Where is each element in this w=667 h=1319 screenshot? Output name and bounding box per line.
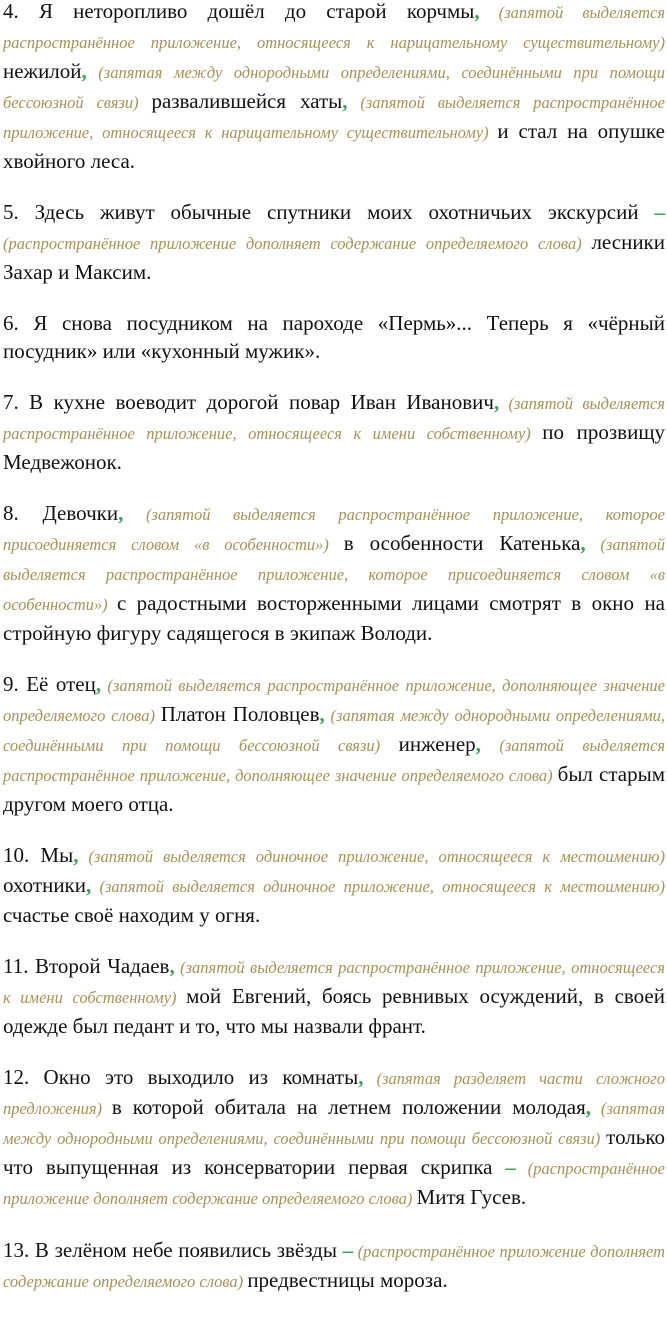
- paragraph-12: [3, 1063, 665, 1213]
- explanation-note: (запятой выделяется распространённое приложение, относящееся к имени собственному): [3, 394, 665, 443]
- explanation-note: (запятой выделяется распространённое приложение, которое присоединяется словом «в особенности»): [3, 505, 665, 554]
- sentence-text: 8. Девочки: [3, 501, 119, 525]
- sentence-text: в которой обитала на летнем положении молодая: [111, 1095, 586, 1119]
- explanation-note: (запятой выделяется распространённое приложение, относящееся к нарицательному существительному): [3, 3, 665, 52]
- sentence-text: нежилой: [3, 59, 82, 83]
- sentence-text: 9. Её отец: [3, 672, 96, 696]
- punctuation-mark: ,: [585, 1095, 592, 1119]
- punctuation-mark: ,: [474, 0, 480, 23]
- punctuation-mark: ,: [169, 954, 175, 978]
- punctuation-mark: ,: [493, 390, 500, 414]
- sentence-text: 10. Мы: [3, 843, 74, 867]
- punctuation-mark: ,: [319, 702, 325, 726]
- explanation-note: (распространённое приложение дополняет содержание определяемого слова): [3, 234, 592, 253]
- paragraph-8: [3, 499, 665, 647]
- sentence-text: Платон Половцев: [160, 702, 320, 726]
- explanation-note: (запятая между однородными определениями, соединёнными при помощи бессоюзной связи): [3, 1099, 665, 1148]
- sentence-text: мой Евгений, боясь ревнивых осуждений, в своей одежде был педант и то, что мы назвали франт.: [3, 984, 665, 1038]
- sentence-text: предвестницы мороза.: [247, 1268, 448, 1292]
- sentence-text: инженер: [398, 732, 476, 756]
- explanation-note: (запятой выделяется распространённое приложение, дополняющее значение определяемого слова): [3, 676, 665, 725]
- explanation-note: (запятая разделяет части сложного предложения): [3, 1069, 665, 1118]
- paragraph-11: [3, 952, 665, 1040]
- sentence-text: 13. В зелёном небе появились звёзды: [3, 1238, 343, 1262]
- sentence-text: 7. В кухне воеводит дорогой повар Иван Иванович: [3, 390, 494, 414]
- punctuation-mark: ,: [95, 672, 102, 696]
- sentence-text: с радостными восторженными лицами смотрят в окно на стройную фигуру садящегося в экипаж Володи.: [3, 591, 665, 645]
- explanation-note: (запятой выделяется одиночное приложение, относящееся к местоимению): [78, 847, 665, 866]
- sentence-text: в особенности Катенька: [343, 531, 581, 555]
- sentence-text: счастье своё находим у огня.: [3, 903, 261, 927]
- explanation-note: (запятой выделяется распространённое приложение, относящееся к имени собственному): [3, 958, 665, 1007]
- sentence-text: 12. Окно это выходило из комнаты: [3, 1065, 359, 1089]
- punctuation-mark: –: [505, 1155, 516, 1179]
- explanation-note: (распространённое приложение дополняет содержание определяемого слова): [3, 1242, 665, 1291]
- sentence-text: и стал на опушке хвойного леса.: [3, 119, 665, 173]
- explanation-note: (запятой выделяется распространённое приложение, относящееся к нарицательному существительному): [3, 93, 666, 142]
- punctuation-mark: –: [342, 1238, 354, 1262]
- paragraph-9: [3, 670, 665, 818]
- punctuation-mark: ,: [580, 531, 586, 555]
- sentence-text: 11. Второй Чадаев: [3, 954, 170, 978]
- punctuation-mark: ,: [73, 843, 79, 867]
- sentence-text: по прозвищу Медвежонок.: [3, 420, 665, 474]
- paragraph-5: [3, 198, 665, 286]
- sentence-text: только что выпущенная из консерватории первая скрипка: [3, 1125, 665, 1179]
- punctuation-mark: ,: [342, 89, 348, 113]
- paragraph-4: [3, 0, 665, 175]
- explanation-note: (запятая между однородными определениями, соединёнными при помощи бессоюзной связи): [3, 706, 665, 755]
- explanation-note: (запятая между однородными определениями, соединёнными при помощи бессоюзной связи): [3, 63, 665, 112]
- sentence-text: 5. Здесь живут обычные спутники моих охотничьих экскурсий: [3, 200, 655, 224]
- punctuation-mark: –: [654, 200, 665, 224]
- document-page: [3, 0, 665, 1319]
- paragraph-6: [3, 309, 665, 365]
- sentence-text: 4. Я неторопливо дошёл до старой корчмы: [3, 0, 475, 23]
- explanation-note: (распространённое приложение дополняет содержание определяемого слова): [3, 1159, 665, 1208]
- sentence-text: 6. Я снова посудником на пароходе «Пермь»... Теперь я «чёрный посудник» или «кухонный мужик».: [3, 311, 665, 363]
- punctuation-mark: ,: [358, 1065, 364, 1089]
- paragraph-13: [3, 1236, 665, 1296]
- sentence-text: охотники: [3, 873, 86, 897]
- paragraph-7: [3, 388, 665, 476]
- explanation-note: (запятой выделяется распространённое приложение, которое присоединяется словом «в особенности»): [3, 535, 665, 614]
- punctuation-mark: ,: [118, 501, 124, 525]
- sentence-text: был старым другом моего отца.: [3, 762, 665, 816]
- punctuation-mark: ,: [475, 732, 481, 756]
- punctuation-mark: ,: [86, 873, 92, 897]
- sentence-text: Митя Гусев.: [416, 1185, 527, 1209]
- explanation-note: (запятой выделяется одиночное приложение, относящееся к местоимению): [91, 877, 665, 896]
- punctuation-mark: ,: [81, 59, 87, 83]
- sentence-text: развалившейся хаты: [151, 89, 343, 113]
- paragraph-10: [3, 841, 665, 929]
- explanation-note: (запятой выделяется распространённое приложение, дополняющее значение определяемого слова): [3, 736, 665, 785]
- sentence-text: лесники Захар и Максим.: [3, 230, 665, 284]
